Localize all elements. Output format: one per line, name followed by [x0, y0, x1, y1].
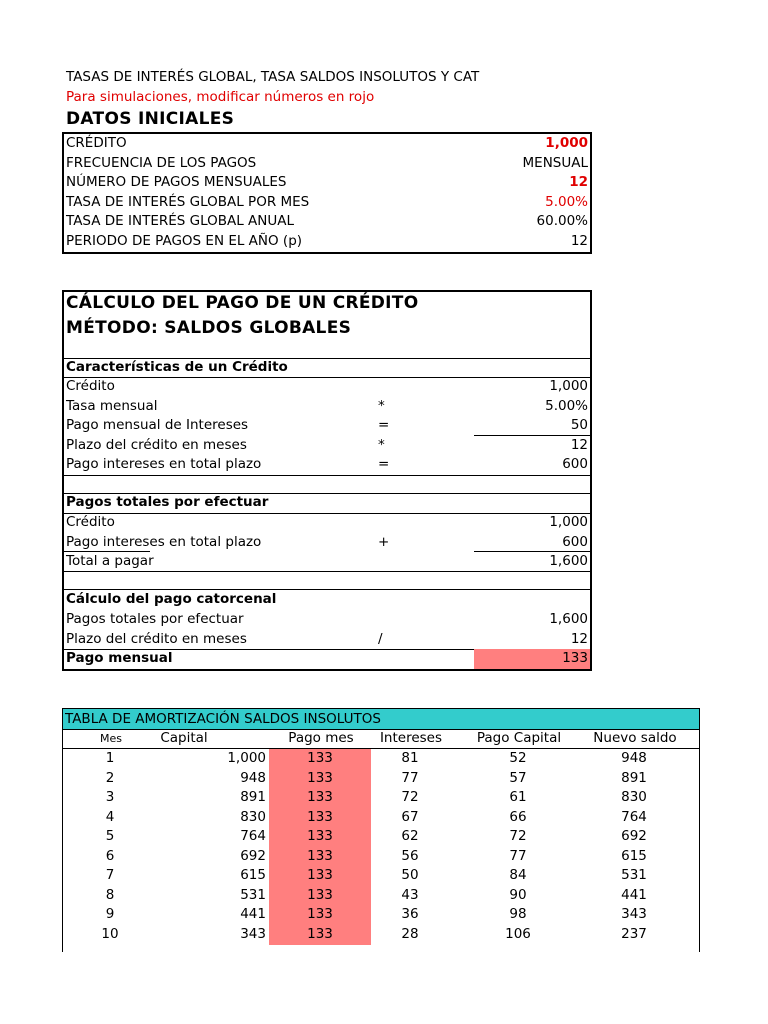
tasa-anual-value[interactable]: 60.00% [536, 213, 588, 229]
pago-capital-cell[interactable]: 84 [509, 867, 527, 883]
calc-op: * [378, 436, 385, 453]
nuevo-saldo-cell[interactable]: 830 [621, 789, 647, 805]
mes-cell[interactable]: 3 [105, 789, 115, 805]
nuevo-saldo-cell[interactable]: 692 [621, 828, 647, 844]
calc-row[interactable] [64, 630, 590, 650]
calc-row[interactable] [64, 610, 590, 630]
calc-op: * [378, 397, 385, 414]
calc-value[interactable]: 1,000 [549, 378, 588, 394]
table-header-row [62, 729, 700, 749]
capital-cell[interactable]: 531 [240, 886, 266, 903]
table-row[interactable] [62, 808, 700, 828]
datos-label: FRECUENCIA DE LOS PAGOS [66, 154, 257, 171]
nuevo-saldo-cell[interactable]: 237 [621, 925, 647, 942]
datos-row[interactable] [64, 232, 590, 252]
pago-mensual-value[interactable]: 133 [562, 650, 588, 666]
datos-label: TASA DE INTERÉS GLOBAL POR MES [66, 193, 310, 210]
mes-cell[interactable]: 5 [105, 828, 115, 844]
divider [64, 571, 590, 572]
datos-label: TASA DE INTERÉS GLOBAL ANUAL [66, 213, 295, 229]
nuevo-saldo-cell[interactable]: 441 [621, 886, 647, 903]
calc-row[interactable] [64, 552, 590, 572]
intereses-cell[interactable]: 50 [401, 867, 419, 883]
mes-cell[interactable]: 6 [105, 847, 115, 864]
calc-label: Pago mensual de Intereses [66, 417, 249, 433]
mes-cell[interactable]: 9 [105, 906, 115, 922]
calc-value[interactable]: 50 [570, 417, 588, 433]
intereses-cell[interactable]: 62 [401, 828, 419, 844]
pago-capital-cell[interactable]: 106 [505, 925, 531, 942]
col-header: Intereses [379, 730, 443, 746]
datos-row[interactable] [64, 134, 590, 154]
capital-cell[interactable]: 948 [240, 769, 266, 786]
numero-pagos-value[interactable]: 12 [569, 174, 588, 190]
calc-value[interactable]: 5.00% [545, 397, 588, 414]
calc-label: Tasa mensual [66, 397, 158, 414]
table-row[interactable] [62, 886, 700, 906]
intereses-cell[interactable]: 36 [401, 906, 419, 922]
table-title: TABLA DE AMORTIZACIÓN SALDOS INSOLUTOS [65, 711, 381, 727]
divider [64, 475, 590, 476]
mes-cell[interactable]: 8 [105, 886, 115, 903]
pago-capital-cell[interactable]: 90 [509, 886, 527, 903]
pago-mes-cell[interactable]: 133 [307, 925, 333, 942]
s1-title: Características de un Crédito [66, 359, 288, 375]
sheet-title: TASAS DE INTERÉS GLOBAL, TASA SALDOS INSOLUTOS Y CAT [66, 69, 480, 85]
mes-cell[interactable]: 4 [105, 808, 115, 825]
datos-label: NÚMERO DE PAGOS MENSUALES [66, 174, 287, 190]
nuevo-saldo-cell[interactable]: 615 [621, 847, 647, 864]
mes-cell[interactable]: 7 [105, 867, 115, 883]
calc-value[interactable]: 12 [570, 630, 588, 647]
simulation-note: Para simulaciones, modificar números en rojo [66, 89, 375, 105]
calc-value[interactable]: 12 [570, 436, 588, 453]
pago-mes-cell[interactable]: 133 [307, 769, 333, 786]
capital-cell[interactable]: 692 [240, 847, 266, 864]
section-header [64, 358, 590, 378]
frecuencia-value[interactable]: MENSUAL [522, 154, 588, 171]
table-row[interactable] [62, 788, 700, 808]
pago-mes-cell[interactable]: 133 [307, 750, 333, 766]
intereses-cell[interactable]: 56 [401, 847, 419, 864]
calc-row[interactable] [64, 397, 590, 417]
pago-mes-cell[interactable]: 133 [307, 906, 333, 922]
pago-capital-cell[interactable]: 72 [509, 828, 527, 844]
nuevo-saldo-cell[interactable]: 531 [621, 867, 647, 883]
pago-capital-cell[interactable]: 98 [509, 906, 527, 922]
capital-cell[interactable]: 1,000 [227, 750, 266, 766]
credito-value[interactable]: 1,000 [545, 135, 588, 151]
calc-label: Pago intereses en total plazo [66, 456, 262, 472]
col-header: Capital [160, 730, 208, 746]
calc-row[interactable] [64, 455, 590, 475]
nuevo-saldo-cell[interactable]: 764 [621, 808, 647, 825]
calculo-box [62, 290, 592, 671]
calculo-title: CÁLCULO DEL PAGO DE UN CRÉDITO [66, 293, 419, 313]
pago-mes-cell[interactable]: 133 [307, 789, 333, 805]
table-row[interactable] [62, 769, 700, 789]
intereses-cell[interactable]: 81 [401, 750, 419, 766]
table-title-bar [62, 708, 700, 730]
calc-value[interactable]: 1,600 [549, 553, 588, 569]
nuevo-saldo-cell[interactable]: 948 [621, 750, 647, 766]
calc-op: + [378, 533, 390, 550]
pago-mes-cell[interactable]: 133 [307, 828, 333, 844]
calc-label: Pago intereses en total plazo [66, 533, 262, 550]
table-row[interactable] [62, 847, 700, 867]
section-header [64, 590, 590, 610]
calc-label: Total a pagar [66, 553, 154, 569]
nuevo-saldo-cell[interactable]: 891 [621, 769, 647, 786]
calc-value[interactable]: 600 [562, 456, 588, 472]
datos-row[interactable] [64, 212, 590, 232]
table-row[interactable] [62, 925, 700, 945]
calc-op: / [378, 630, 383, 647]
calc-row[interactable] [64, 377, 590, 397]
periodo-value[interactable]: 12 [570, 232, 588, 249]
calc-label: Plazo del crédito en meses [66, 630, 247, 647]
calc-op: = [378, 417, 390, 433]
datos-label: PERIODO DE PAGOS EN EL AÑO (p) [66, 232, 303, 249]
pago-mes-cell[interactable]: 133 [307, 808, 333, 825]
pago-capital-cell[interactable]: 77 [509, 847, 527, 864]
pago-capital-cell[interactable]: 61 [509, 789, 527, 805]
calc-label: Plazo del crédito en meses [66, 436, 247, 453]
calc-value[interactable]: 1,600 [549, 611, 588, 627]
calc-label: Pagos totales por efectuar [66, 611, 244, 627]
pago-capital-cell[interactable]: 66 [509, 808, 527, 825]
calc-op: = [378, 456, 390, 472]
calc-label: Crédito [66, 378, 115, 394]
intereses-cell[interactable]: 77 [401, 769, 419, 786]
calc-row[interactable] [64, 513, 590, 533]
table-row[interactable] [62, 866, 700, 886]
intereses-cell[interactable]: 67 [401, 808, 419, 825]
col-header: Nuevo saldo [593, 730, 677, 746]
capital-cell[interactable]: 441 [240, 906, 266, 922]
intereses-cell[interactable]: 28 [401, 925, 419, 942]
capital-cell[interactable]: 343 [240, 925, 266, 942]
pago-capital-cell[interactable]: 57 [509, 769, 527, 786]
datos-row[interactable] [64, 193, 590, 213]
datos-label: CRÉDITO [66, 135, 127, 151]
tasa-mes-value[interactable]: 5.00% [545, 193, 588, 210]
mes-cell[interactable]: 2 [105, 769, 115, 786]
datos-row[interactable] [64, 154, 590, 174]
mes-cell[interactable]: 10 [101, 925, 119, 942]
s2-title: Pagos totales por efectuar [66, 494, 269, 510]
mes-cell[interactable]: 1 [105, 750, 115, 766]
metodo-title: MÉTODO: SALDOS GLOBALES [66, 318, 352, 338]
table-row[interactable] [62, 905, 700, 925]
intereses-cell[interactable]: 72 [401, 789, 419, 805]
section-header [64, 493, 590, 513]
calc-row[interactable] [64, 436, 590, 456]
pago-capital-cell[interactable]: 52 [509, 750, 527, 766]
calc-row[interactable] [64, 416, 590, 436]
col-header: Pago mes [288, 730, 354, 746]
pago-mensual-label: Pago mensual [66, 650, 173, 666]
nuevo-saldo-cell[interactable]: 343 [621, 906, 647, 922]
s3-title: Cálculo del pago catorcenal [66, 591, 277, 607]
intereses-cell[interactable]: 43 [401, 886, 419, 903]
capital-cell[interactable]: 615 [240, 867, 266, 883]
datos-iniciales-box [62, 132, 592, 254]
col-header: Mes [100, 732, 122, 745]
calc-value[interactable]: 1,000 [549, 514, 588, 530]
calc-value[interactable]: 600 [562, 533, 588, 550]
calc-row[interactable] [64, 533, 590, 553]
pago-mensual-row[interactable] [64, 649, 590, 669]
calc-label: Crédito [66, 514, 115, 530]
pago-mes-cell[interactable]: 133 [307, 867, 333, 883]
table-row[interactable] [62, 827, 700, 847]
datos-row[interactable] [64, 173, 590, 193]
capital-cell[interactable]: 764 [240, 828, 266, 844]
table-row[interactable] [62, 749, 700, 769]
capital-cell[interactable]: 891 [240, 789, 266, 805]
pago-mes-cell[interactable]: 133 [307, 847, 333, 864]
capital-cell[interactable]: 830 [240, 808, 266, 825]
datos-iniciales-heading: DATOS INICIALES [66, 109, 235, 129]
pago-mes-cell[interactable]: 133 [307, 886, 333, 903]
col-header: Pago Capital [476, 730, 562, 746]
